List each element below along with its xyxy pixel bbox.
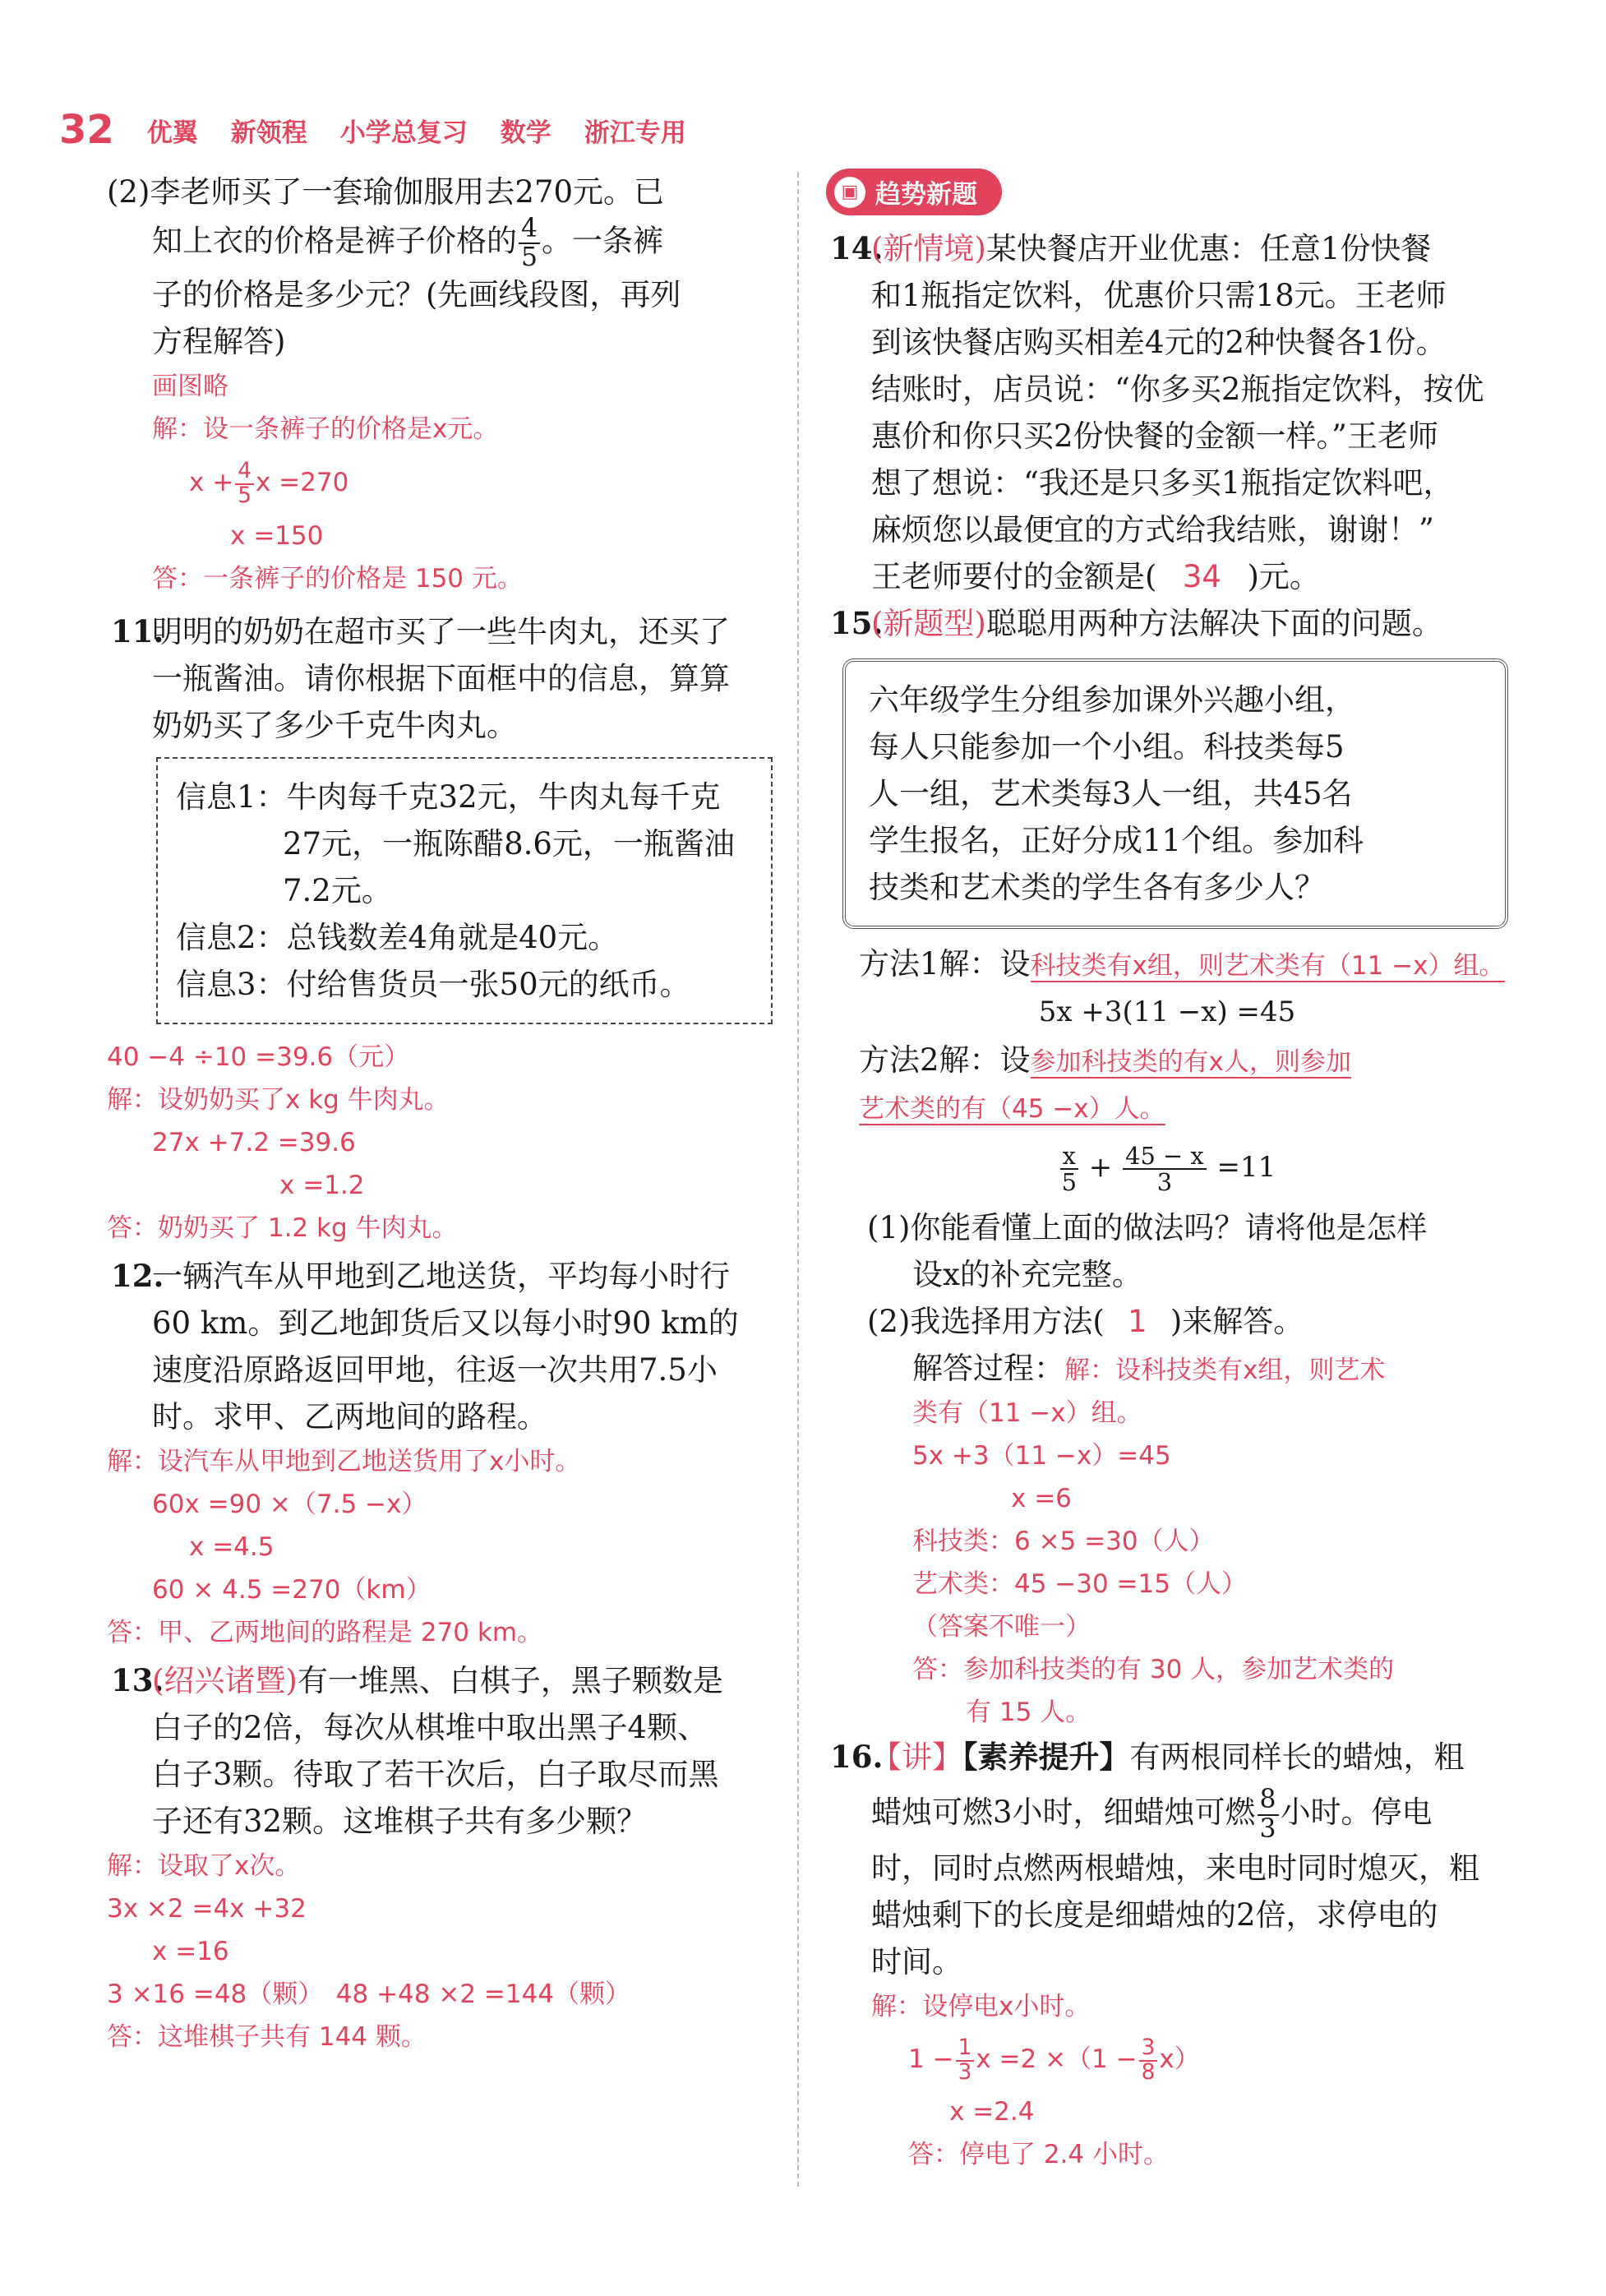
q10-answer: 答：一条裤子的价格是 150 元。 [152,564,523,594]
q14-text: 想了想说：“我还是只多买1瓶指定饮料吧， [871,465,1454,501]
info-box [156,757,773,1024]
q15-sub-1: (1)你能看懂上面的做法吗？请将他是怎样 [867,1210,1428,1245]
q14-answer-line: 王老师要付的金额是( 34 )元。 [826,553,1508,600]
q15-text: 15.(新题型)聪聪用两种方法解决下面的问题。 [830,605,1442,641]
method-1-equation: 5x +3(11 −x) =45 [1038,996,1296,1028]
q10-text: 子的价格是多少元？(先画线段图，再列 [152,277,681,313]
book-icon: ▣ [834,177,865,208]
column-divider [797,173,799,2187]
q15-choice: 1 [1128,1304,1147,1339]
q16-answer: 答：停电了 2.4 小时。 [908,2140,1170,2169]
q11-answer: 27x +7.2 =39.6 [152,1128,356,1158]
q13-answer: 解：设取了x次。 [107,1851,301,1882]
q13-text: 白子3颗。待取了若干次后，白子取尽而黑 [152,1757,719,1793]
q12-answer: 解：设汽车从甲地到乙地送货用了x小时。 [107,1447,581,1477]
q14-text: 结账时，店员说：“你多买2瓶指定饮料，按优 [871,372,1484,407]
q15-process: 5x +3（11 −x）=45 [912,1441,1171,1471]
info-line: 信息1：牛肉每千克32元，牛肉丸每千克 [176,779,721,815]
info-line: 信息3：付给售货员一张50元的纸币。 [176,967,690,1003]
method-2-equation: $\frac{x}{5}$ + $\frac{45 - x}{3}$ =11 [1061,1141,1276,1196]
q13-answer: x =16 [152,1937,229,1967]
q14-text: 和1瓶指定饮料，优惠价只需18元。王老师 [871,278,1447,313]
q15-process: 答：参加科技类的有 30 人，参加艺术类的 [912,1655,1395,1684]
q11-text: 一瓶酱油。请你根据下面框中的信息，算算 [152,661,730,697]
q10-answer: 画图略 [152,372,228,402]
box-line: 技类和艺术类的学生各有多少人？ [869,870,1325,905]
q11-text: 11.明明的奶奶在超市买了一些牛肉丸，还买了 [111,613,730,650]
question-10-part-2 [107,169,773,600]
question-16 [826,1734,1508,2176]
q12-answer: 60x =90 ×（7.5 −x） [152,1490,427,1520]
q15-process: 科技类：6 ×5 =30（人） [912,1527,1215,1556]
q15-process: 艺术类：45 −30 =15（人） [912,1569,1247,1599]
q13-text: 13.(绍兴诸暨)有一堆黑、白棋子，黑子颗数是 [111,1662,723,1699]
q11-answer: 答：奶奶买了 1.2 kg 牛肉丸。 [107,1213,458,1244]
q13-text: 白子的2倍，每次从棋堆中取出黑子4颗、 [152,1710,708,1746]
q16-text-fraction: 蜡烛可燃3小时，细蜡烛可燃 $\frac{8}{3}$ 小时。停电 [871,1785,1433,1844]
q14-text: 惠价和你只买2份快餐的金额一样。”王老师 [871,418,1438,454]
q11-answer: 40 −4 ÷10 =39.6（元） [107,1042,410,1073]
header-series: 新领程 [230,118,307,148]
method-2-fill: 参加科技类的有x人，则参加 [1030,1047,1351,1077]
q15-process: （答案不唯一） [912,1612,1091,1642]
box-line: 六年级学生分组参加课外兴趣小组， [869,682,1355,718]
q15-process: 解答过程：解：设科技类有x组，则艺术 [912,1351,1386,1386]
page-header [59,105,719,155]
q10-text-fraction-line: 知上衣的价格是裤子价格的 $\frac{4}{5}$ 。一条裤 [152,214,664,273]
q16-text: 蜡烛剩下的长度是细蜡烛的2倍，求停电的 [871,1897,1438,1933]
q12-answer: 60 × 4.5 =270（km） [152,1575,431,1605]
q12-text: 时。求甲、乙两地间的路程。 [152,1399,547,1435]
trend-badge [826,169,1002,215]
q12-text: 60 km。到乙地卸货后又以每小时90 km的 [152,1305,739,1342]
q13-answer: 答：这堆棋子共有 144 颗。 [107,2022,427,2053]
q14-text: 到该快餐店购买相差4元的2种快餐各1份。 [871,325,1447,360]
box-line: 学生报名，正好分成11个组。参加科 [869,823,1364,858]
question-12 [107,1253,773,1654]
info-line: 7.2元。 [283,873,392,909]
q10-answer: 解：设一条裤子的价格是x元。 [152,414,499,445]
q10-text: 方程解答) [152,324,286,360]
q12-answer: 答：甲、乙两地间的路程是 270 km。 [107,1618,543,1648]
q10-equation: x + $\frac{4}{5}$ x =270 [189,458,349,508]
question-11 [107,608,773,1250]
q15-sub-2: (2)我选择用方法( 1 )来解答。 [826,1298,1508,1345]
info-line: 27元，一瓶陈醋8.6元，一瓶酱油 [283,826,735,862]
box-line: 每人只能参加一个小组。科技类每5 [869,729,1345,765]
q16-text: 16.【讲】【素养提升】有两根同样长的蜡烛，粗 [830,1739,1465,1775]
right-column [826,169,1508,2176]
q14-answer: 34 [1182,559,1221,594]
q13-text: 子还有32颗。这堆棋子共有多少颗？ [152,1804,648,1840]
header-book: 小学总复习 [339,118,468,148]
q11-text: 奶奶买了多少千克牛肉丸。 [152,708,517,744]
q11-answer: 解：设奶奶买了x kg 牛肉丸。 [107,1085,450,1116]
trend-badge-label: 趋势新题 [875,180,977,210]
q15-process: x =6 [1011,1484,1072,1513]
method-1-fill: 科技类有x组，则艺术类有（11 −x）组。 [1030,951,1505,981]
q16-equation: 1 − $\frac{1}{3}$ x =2 ×（1 − $\frac{3}{8}$ x） [908,2035,1200,2085]
q10-text: (2)李老师买了一套瑜伽服用去270元。已 [107,174,665,210]
q16-answer: x =2.4 [949,2097,1035,2127]
q15-process: 有 15 人。 [966,1698,1091,1727]
q14-text: 14.(新情境)某快餐店开业优惠：任意1份快餐 [830,230,1432,266]
page-number: 32 [59,107,114,153]
method-2: 方法2解：设参加科技类的有x人，则参加 [859,1042,1351,1078]
q16-text: 时间。 [871,1944,962,1980]
q12-text: 速度沿原路返回甲地，往返一次共用7.5小 [152,1352,718,1388]
info-line: 信息2：总钱数差4角就是40元。 [176,920,619,956]
question-13 [107,1657,773,2058]
left-column [107,169,773,2058]
header-subject: 数学 [500,118,551,148]
q13-answer: 3x ×2 =4x +32 [107,1894,307,1924]
q15-sub-1: 设x的补充完整。 [912,1257,1142,1292]
q16-text: 时，同时点燃两根蜡烛，来电时同时熄灭，粗 [871,1850,1479,1886]
q13-answer: 3 ×16 =48（颗） 48 +48 ×2 =144（颗） [107,1980,631,2010]
q12-answer: x =4.5 [189,1532,275,1563]
method-1: 方法1解：设科技类有x组，则艺术类有（11 −x）组。 [859,946,1505,982]
method-2-cont: 艺术类的有（45 −x）人。 [859,1094,1165,1124]
problem-box [842,658,1508,929]
question-14 [826,225,1508,600]
box-line: 人一组，艺术类每3人一组，共45名 [869,776,1353,811]
header-region: 浙江专用 [584,118,686,148]
question-15 [826,600,1508,1734]
q14-text: 麻烦您以最便宜的方式给我结账，谢谢！” [871,512,1434,547]
q12-text: 12.一辆汽车从甲地到乙地送货，平均每小时行 [111,1258,730,1295]
fraction-4-5: $\frac{4}{5}$ [519,215,540,271]
q10-answer: x =150 [230,521,324,552]
q15-process: 类有（11 −x）组。 [912,1398,1142,1428]
q11-answer: x =1.2 [279,1171,365,1201]
q16-answer: 解：设停电x小时。 [871,1992,1091,2021]
header-brand: 优翼 [146,118,198,148]
fraction-8-3: $\frac{8}{3}$ [1258,1786,1279,1842]
